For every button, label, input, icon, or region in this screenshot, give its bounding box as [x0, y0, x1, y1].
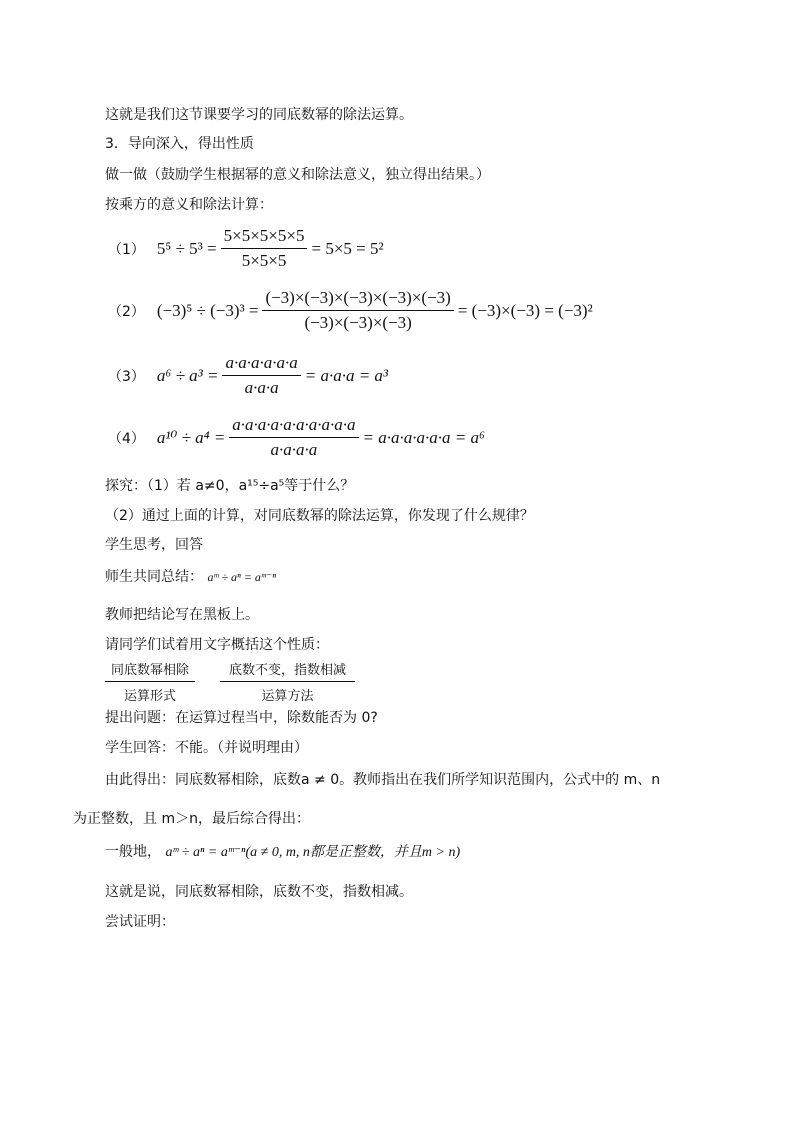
equation-3 [108, 353, 388, 398]
summary-label: 师生共同总结： [105, 569, 203, 585]
equation-1 [108, 226, 384, 271]
equation-2 [108, 288, 593, 333]
summary-fraction-bottom: 运算形式 [123, 689, 176, 704]
conclusion-line: 这就是说，同底数幂相除，底数不变，指数相减。 [105, 884, 413, 900]
fraction-numerator: a·a·a·a·a·a·a·a·a·a [229, 415, 358, 438]
equation-fraction [222, 353, 300, 398]
fraction-numerator: a·a·a·a·a·a [222, 353, 300, 376]
summary-line [105, 568, 276, 586]
text-line-1: 这就是我们这节课要学习的同底数幂的除法运算。 [105, 107, 413, 123]
summary-fraction-form [105, 659, 195, 704]
equation-label: （4） [108, 430, 145, 447]
fraction-denominator: 5×5×5 [241, 251, 287, 270]
equation-rhs: = (−3)×(−3) = (−3)² [457, 300, 593, 320]
equation-label: （1） [108, 241, 145, 258]
equation-label: （2） [108, 303, 145, 320]
text-line-3: 做一做（鼓励学生根据幂的意义和除法意义，独立得出结果。） [105, 167, 490, 183]
derive-line: 由此得出：同底数幂相除，底数a ≠ 0。教师指出在我们所学知识范围内，公式中的 m、n [105, 772, 661, 788]
equation-fraction [262, 288, 453, 333]
fraction-denominator: a·a·a·a [270, 440, 318, 459]
equation-rhs: = a·a·a = a³ [304, 365, 389, 385]
general-formula: aᵐ ÷ aⁿ = aᵐ⁻ⁿ(a ≠ 0, m, n都是正整数，并且m > n) [165, 845, 461, 860]
equation-lhs: (−3)⁵ ÷ (−3)³ = [156, 300, 259, 320]
summary-fraction-bottom: 运算方法 [261, 689, 314, 704]
prove-line: 尝试证明： [105, 914, 175, 930]
answer-line: 学生回答：不能。（并说明理由） [105, 740, 308, 756]
derive-line-2: 为正整数，且 m＞n，最后综合得出： [73, 811, 310, 827]
equation-fraction [221, 226, 308, 271]
teacher-board: 教师把结论写在黑板上。 [105, 607, 259, 623]
equation-4 [108, 415, 485, 460]
equation-rhs: = a·a·a·a·a·a = a⁶ [362, 427, 485, 447]
equation-lhs: a¹⁰ ÷ a⁴ = [156, 427, 226, 447]
summary-formula: aᵐ ÷ aⁿ = aᵐ⁻ⁿ [207, 570, 277, 584]
text-line-4: 按乘方的意义和除法计算： [105, 197, 273, 213]
explore-question-1: 探究：（1）若 a≠0，a¹⁵÷a⁵等于什么？ [105, 478, 355, 494]
fraction-numerator: 5×5×5×5×5 [221, 226, 308, 249]
summary-fraction-top: 同底数幂相除 [105, 659, 195, 682]
equation-fraction [229, 415, 358, 460]
equation-lhs: a⁶ ÷ a³ = [156, 365, 219, 385]
fraction-numerator: (−3)×(−3)×(−3)×(−3)×(−3) [262, 288, 453, 311]
summary-fraction-top: 底数不变，指数相减 [220, 659, 355, 682]
fraction-denominator: a·a·a [244, 378, 279, 397]
equation-rhs: = 5×5 = 5² [311, 238, 384, 258]
general-line [105, 843, 460, 862]
question-line: 提出问题：在运算过程当中，除数能否为 0? [105, 710, 378, 726]
summary-fraction-method [220, 659, 355, 704]
generalize-prompt: 请同学们试着用文字概括这个性质： [105, 637, 329, 653]
section-heading: 3．导向深入，得出性质 [105, 136, 254, 152]
fraction-denominator: (−3)×(−3)×(−3) [304, 313, 412, 332]
explore-question-2: （2）通过上面的计算，对同底数幂的除法运算，你发现了什么规律？ [105, 508, 534, 524]
student-think: 学生思考，回答 [105, 537, 203, 553]
equation-lhs: 5⁵ ÷ 5³ = [156, 238, 217, 258]
general-label: 一般地， [105, 844, 161, 860]
equation-label: （3） [108, 368, 145, 385]
